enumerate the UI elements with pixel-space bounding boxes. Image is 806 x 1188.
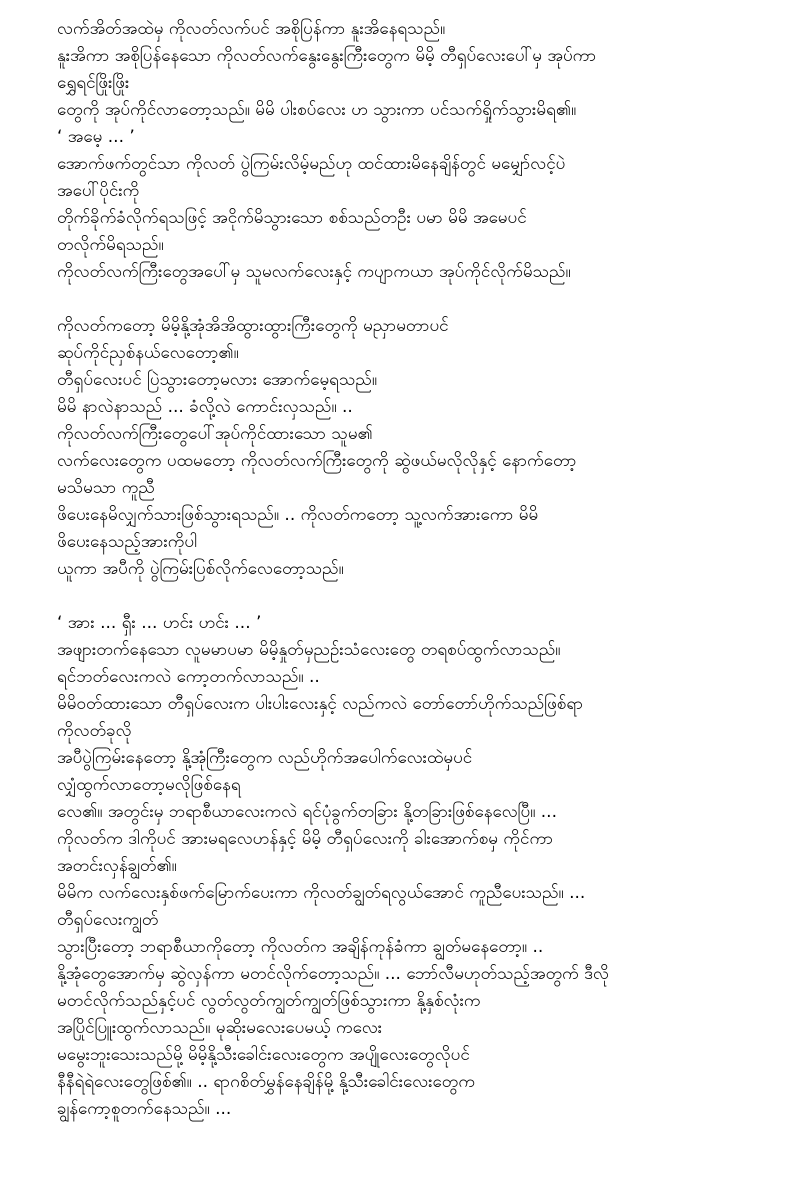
text-line: တွေကို အုပ်ကိုင်လာတော့သည်။ မိမိ ပါးစပ်လေး ဟ သွားကာ ပင်သက်ရှိုက်သွားမိရ၏။: [57, 100, 577, 120]
text-line: ကိုလတ်ကတော့ မိမိ့နို့အုံအိအိထွားထွားကြီးတွေကို မညှာမတာပင်: [57, 316, 449, 336]
text-line: နူးအိကာ အစိုပြန်နေသော ကိုလတ်လက်နွေးနွေးကြီးတွေက မိမိ့ တီရှပ်လေးပေါ်မှ အုပ်ကာ: [57, 46, 597, 66]
text-line: နို့အုံတွေအောက်မှ ဆွဲလှန်ကာ မတင်လိုက်တော့သည်။ ... ဘော်လီမဟုတ်သည့်အတွက် ဒီလို: [57, 964, 609, 984]
text-line: ယူကာ အပီကို ပွဲကြမ်းပြစ်လိုက်လေတော့သည်။: [57, 559, 344, 579]
text-line: ချွန်ကော့စူတက်နေသည်။ ...: [57, 1099, 232, 1119]
text-line: ကိုလတ်က ဒါကိုပင် အားမရလေဟန်နှင့် မိမိ့ တီရှပ်လေးကို ခါးအောက်စမှ ကိုင်ကာ: [57, 829, 554, 849]
text-line: လျှံထွက်လာတော့မလိုဖြစ်နေရ: [57, 775, 241, 795]
blank-line: [57, 583, 766, 610]
text-line: မတင်လိုက်သည်နှင့်ပင် လွတ်လွတ်ကျွတ်ကျွတ်ဖြစ်သွားကာ နို့နှစ်လုံးက: [57, 991, 481, 1011]
text-line: တီရှပ်လေးပင် ပြဲသွားတော့မလား အောက်မေ့ရသည်။: [57, 370, 377, 390]
text-line: ကိုလတ်ခုလို: [57, 721, 132, 741]
text-line: မသိမသာ ကူညီ: [57, 478, 155, 498]
text-line: ဖိပေးနေသည့်အားကိုပါ: [57, 532, 198, 552]
text-line: အဖျားတက်နေသော လူမမာပမာ မိမိ့နှုတ်မှညဉ်းသံလေးတွေ တရစပ်ထွက်လာသည်။: [57, 640, 561, 660]
text-line: ‘ အမေ့ ... ’: [57, 127, 135, 147]
text-line: အပြိုင်ပြူးထွက်လာသည်။ မုဆိုးမလေးပေမယ့် ကလေး: [57, 1018, 383, 1038]
text-line: ကိုလတ်လက်ကြီးတွေအပေါ်မှ သူမလက်လေးနှင့် ကပျာကယာ အုပ်ကိုင်လိုက်မိသည်။: [57, 262, 571, 282]
blank-line: [57, 286, 766, 313]
text-line: ကိုလတ်လက်ကြီးတွေပေါ်အုပ်ကိုင်ထားသော သူမ၏: [57, 424, 373, 444]
text-line: အောက်ဖက်တွင်သာ ကိုလတ် ပွဲကြမ်းလိမ့်မည်ဟု ထင်ထားမိနေချိန်တွင် မမျှော်လင့်ပဲ: [57, 154, 566, 174]
text-line: မိမိ နာလဲနာသည် ... ခံလို့လဲ ကောင်းလှသည်။ ..: [57, 397, 353, 417]
text-line: ‘ အား ... ရှီး ... ဟင်း ဟင်း ... ’: [57, 613, 262, 633]
text-line: ဖိပေးနေမိလျှက်သားဖြစ်သွားရသည်။ .. ကိုလတ်ကတော့ သူ့လက်အားကော မိမိ: [57, 505, 539, 525]
text-line: တိုက်ခိုက်ခံလိုက်ရသဖြင့် အငိုက်မိသွားသော စစ်သည်တဦး ပမာ မိမိ အမေပင်: [57, 208, 527, 228]
text-line: မိမိက လက်လေးနှစ်ဖက်မြောက်ပေးကာ ကိုလတ်ချွတ်ရလွယ်အောင် ကူညီပေးသည်။ ...: [57, 883, 586, 903]
text-line: အပီပွဲကြမ်းနေတော့ နို့အုံကြီးတွေက လည်ဟိုက်အပေါက်လေးထဲမှပင်: [57, 748, 473, 768]
text-line: တီရှပ်လေးကျွတ်: [57, 910, 159, 930]
text-line: အတင်းလှန်ချွတ်၏။: [57, 856, 177, 876]
text-line: ဆုပ်ကိုင်ညှစ်နယ်လေတော့၏။: [57, 343, 239, 363]
text-line: မိမိဝတ်ထားသော တီရှပ်လေးက ပါးပါးလေးနှင့် လည်ကလဲ တော်တော်ဟိုက်သည်ဖြစ်ရာ: [57, 694, 584, 714]
text-line: လက်အိတ်အထဲမှ ကိုလတ်လက်ပင် အစိုပြန်ကာ နူးအိနေရသည်။: [57, 19, 446, 39]
text-line: သွားပြီးတော့ ဘရာစီယာကိုတော့ ကိုလတ်က အချိန်ကုန်ခံကာ ချွတ်မနေတော့။ ..: [57, 937, 544, 957]
text-line: နီနီရဲရဲလေးတွေဖြစ်၏။ .. ရာဂစိတ်မွှန်နေချိန်မို့ နို့သီးခေါင်းလေးတွေက: [57, 1072, 475, 1092]
text-line: မမွေးဘူးသေးသည်မို့ မိမိ့နို့သီးခေါင်းလေးတွေက အပျိုလေးတွေလိုပင်: [57, 1045, 470, 1065]
text-line: ရွှေရင်ဖြိုးဖြိုး: [57, 73, 130, 93]
text-line: တလိုက်မိရသည်။: [57, 235, 164, 255]
text-line: ရင်ဘတ်လေးကလဲ ကော့တက်လာသည်။ ..: [57, 667, 320, 687]
text-line: လက်လေးတွေက ပထမတော့ ကိုလတ်လက်ကြီးတွေကို ဆွဲဖယ်မလိုလိုနှင့် နောက်တော့: [57, 451, 577, 471]
text-line: အပေါ်ပိုင်းကို: [57, 181, 140, 201]
text-line: လေ၏။ အတွင်းမှ ဘရာစီယာလေးကလဲ ရင်ပုံခွက်တခြား နို့တခြားဖြစ်နေလေပြီ။ ...: [57, 802, 557, 822]
document-body: [57, 16, 766, 1123]
